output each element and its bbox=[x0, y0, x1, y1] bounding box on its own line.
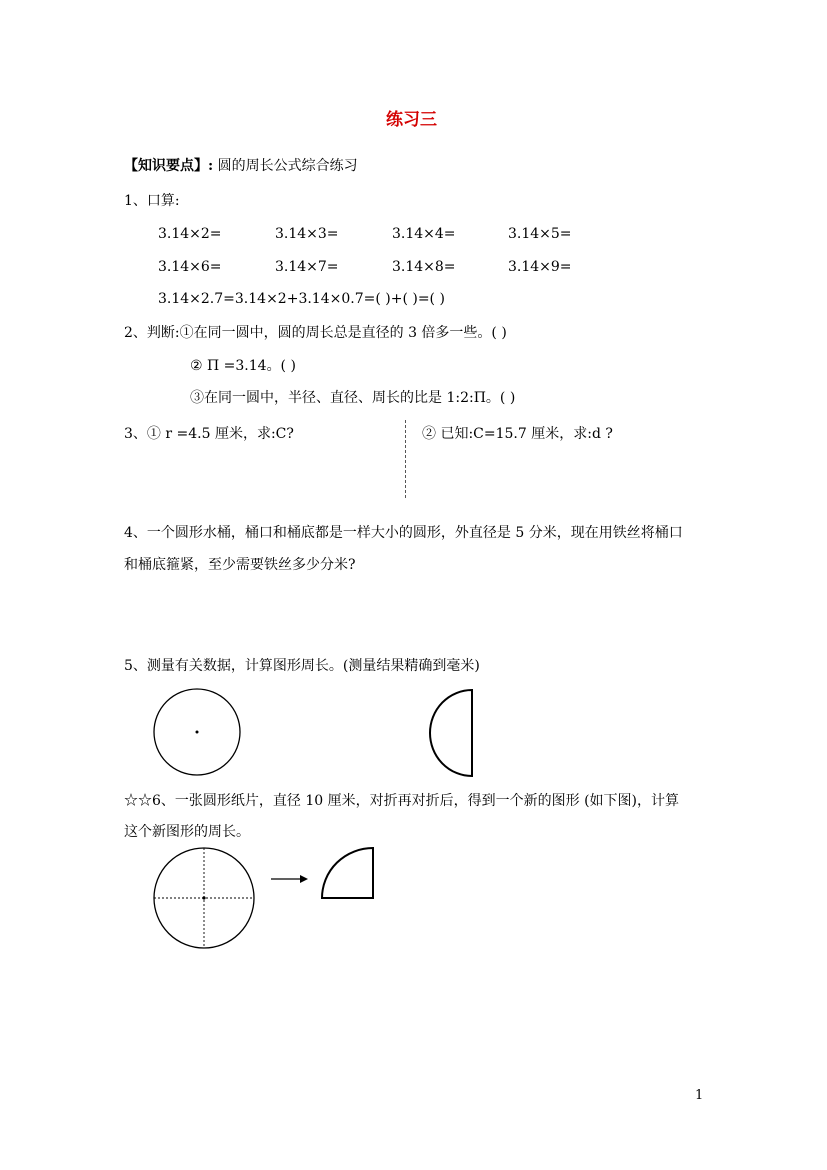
q3-right: ② 已知:C=15.7 厘米，求:d ? bbox=[422, 426, 613, 442]
q4-line-2: 和桶底箍紧，至少需要铁丝多少分米? bbox=[124, 557, 356, 573]
q6-folded-circle-figure bbox=[150, 846, 260, 952]
q4-line-1: 4、一个圆形水桶，桶口和桶底都是一样大小的圆形，外直径是 5 分米，现在用铁丝将桶口 bbox=[124, 525, 683, 541]
q1-item: 3.14×9= bbox=[508, 259, 572, 275]
q1-item: 3.14×3= bbox=[275, 226, 339, 242]
knowledge-text: 圆的周长公式综合练习 bbox=[213, 158, 358, 174]
q1-item: 3.14×2= bbox=[158, 226, 222, 242]
q1-item: 3.14×6= bbox=[158, 259, 222, 275]
q3-left: 3、① r =4.5 厘米，求:C? bbox=[124, 426, 294, 442]
q5-text: 5、测量有关数据，计算图形周长。(测量结果精确到毫米) bbox=[124, 658, 480, 674]
q1-heading: 1、口算: bbox=[124, 193, 180, 209]
q5-circle-figure bbox=[150, 686, 244, 780]
knowledge-label: 【知识要点】: bbox=[124, 158, 214, 174]
q1-decomposition: 3.14×2.7=3.14×2+3.14×0.7=( )+( )=( ) bbox=[158, 291, 445, 307]
q6-line-1: ☆☆6、一张圆形纸片，直径 10 厘米，对折再对折后，得到一个新的图形 (如下图)，计算 bbox=[124, 793, 679, 809]
q6-quarter-circle-figure bbox=[318, 845, 378, 901]
q1-item: 3.14×4= bbox=[392, 226, 456, 242]
q1-item: 3.14×5= bbox=[508, 226, 572, 242]
arrow-icon bbox=[270, 872, 310, 886]
q6-line-2: 这个新图形的周长。 bbox=[124, 824, 250, 840]
page-number: 1 bbox=[695, 1088, 704, 1103]
q2-line-3: ③在同一圆中，半径、直径、周长的比是 1:2:Π。( ) bbox=[190, 390, 516, 406]
q1-item: 3.14×8= bbox=[392, 259, 456, 275]
knowledge-points bbox=[124, 157, 358, 175]
q1-item: 3.14×7= bbox=[275, 259, 339, 275]
q5-semicircle-figure bbox=[425, 686, 477, 780]
q2-line-1: 2、判断:①在同一圆中，圆的周长总是直径的 3 倍多一些。( ) bbox=[124, 325, 507, 341]
q2-line-2: ② Π =3.14。( ) bbox=[190, 358, 296, 374]
page-title: 练习三 bbox=[386, 110, 437, 130]
q3-divider bbox=[405, 420, 406, 498]
